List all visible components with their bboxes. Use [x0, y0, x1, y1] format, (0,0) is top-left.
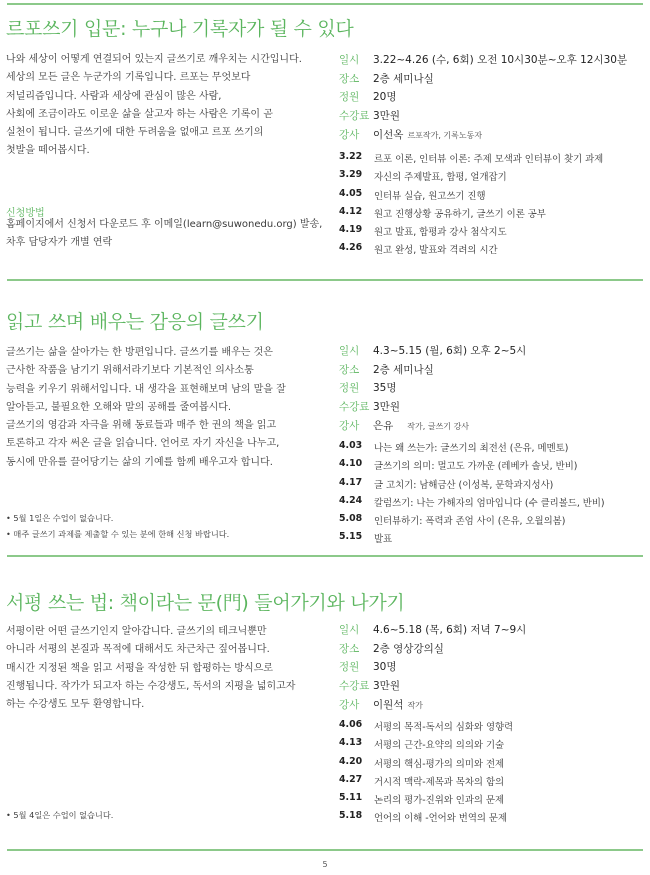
schedule-topic: 서평의 핵심-평가의 의미와 전제	[374, 758, 505, 770]
schedule-topic: 르포 이론, 인터뷰 이론: 주제 모색과 인터뷰이 찾기 과제	[374, 154, 604, 165]
section-divider	[7, 555, 643, 557]
info-row-capacity	[339, 89, 639, 108]
description-line: 근사한 작품을 남기기 위해서라기보다 기본적인 의사소통	[6, 365, 254, 377]
info-value: 2층 영상강의실	[373, 642, 444, 655]
info-row-instructor	[339, 127, 639, 146]
schedule-topic: 글쓰기의 의미: 멀고도 가까운 (레베카 솔닛, 반비)	[374, 461, 578, 473]
info-label: 장소	[339, 72, 360, 85]
schedule-row	[339, 756, 639, 774]
info-value: 35명	[373, 382, 397, 395]
apply-line: 차후 담당자가 개별 연락	[6, 237, 113, 248]
schedule-date: 5.18	[339, 810, 363, 822]
schedule-row	[339, 792, 639, 810]
schedule-date: 4.27	[339, 773, 363, 785]
course-notes	[6, 807, 113, 823]
description-line: 동시에 만유를 끌어당기는 삶의 기예를 함께 배우고자 합니다.	[6, 456, 273, 468]
info-row-fee	[339, 678, 639, 697]
description-line: 서평이란 어떤 글쓰기인지 알아갑니다. 글쓰기의 테크닉뿐만	[6, 626, 267, 637]
schedule-row	[339, 737, 639, 755]
note-line: • 5월 1일은 수업이 없습니다.	[6, 513, 114, 523]
schedule-row	[339, 206, 639, 224]
description-line: 세상의 모든 글은 누군가의 기록입니다. 르포는 무엇보다	[6, 72, 251, 84]
description-line: 진행됩니다. 작가가 되고자 하는 수강생도, 독서의 지평을 넓히고자	[6, 680, 296, 692]
info-label: 강사	[339, 419, 360, 432]
instructor-title: 작가, 글쓰기 강사	[407, 421, 470, 431]
info-row-place	[339, 641, 639, 660]
info-label: 정원	[339, 382, 360, 395]
info-row-fee	[339, 108, 639, 127]
schedule-row	[339, 719, 639, 737]
info-label: 강사	[339, 128, 360, 141]
info-value: 2층 세미나실	[373, 72, 434, 85]
section-divider	[7, 279, 643, 281]
description-line: 실천이 됩니다. 글쓰기에 대한 두려움을 없애고 르포 쓰기의	[6, 127, 264, 139]
info-value: 4.6~5.18 (목, 6회) 저녁 7~9시	[373, 624, 527, 636]
info-label: 일시	[339, 345, 360, 357]
course-schedule	[339, 719, 639, 829]
info-row-instructor	[339, 697, 639, 716]
schedule-date: 4.17	[339, 476, 363, 488]
section-title: 읽고 쓰며 배우는 감응의 글쓰기	[6, 311, 264, 333]
apply-method-label: 신청방법	[6, 208, 45, 219]
info-label: 장소	[339, 363, 360, 376]
instructor-title: 작가	[407, 700, 423, 710]
description-line: 아니라 서평의 본질과 목적에 대해서도 차근차근 짚어봅니다.	[6, 644, 270, 656]
description-line: 능력을 키우기 위해서입니다. 내 생각을 표현해보며 남의 말을 잘	[6, 383, 286, 395]
schedule-date: 4.03	[339, 440, 363, 451]
course-schedule	[339, 151, 639, 261]
schedule-row	[339, 531, 639, 549]
schedule-topic: 원고 진행상황 공유하기, 글쓰기 이론 공부	[374, 208, 546, 220]
description-line: 글쓰기의 영감과 자극을 위해 동료들과 매주 한 권의 책을 읽고	[6, 420, 277, 432]
instructor-title: 르포작가, 기록노동자	[407, 130, 483, 140]
info-value: 4.3~5.15 (월, 6회) 오후 2~5시	[373, 345, 527, 357]
schedule-date: 3.29	[339, 169, 363, 181]
course-schedule	[339, 440, 639, 550]
description-line: 첫발을 떼어봅시다.	[6, 145, 90, 157]
schedule-topic: 거시적 맥락-제목과 목차의 함의	[374, 776, 505, 788]
schedule-topic: 인터뷰 실습, 원고쓰기 진행	[374, 190, 486, 202]
course-description	[6, 623, 324, 714]
schedule-row	[339, 495, 639, 513]
info-row-capacity	[339, 659, 639, 678]
description-line: 저널리즘입니다. 사람과 세상에 관심이 많은 사람,	[6, 90, 222, 102]
section-title: 서평 쓰는 법: 책이라는 문(門) 들어가기와 나가기	[6, 592, 405, 614]
description-line: 하는 수강생도 모두 환영합니다.	[6, 699, 145, 711]
note-line: • 5월 4일은 수업이 없습니다.	[6, 810, 114, 820]
schedule-row	[339, 151, 639, 169]
info-value: 이원석 작가	[373, 698, 423, 711]
schedule-topic: 언어의 이해 -언어와 번역의 문제	[374, 813, 508, 825]
info-value: 3만원	[373, 110, 400, 123]
info-value: 3만원	[373, 401, 400, 414]
info-row-date	[339, 343, 639, 362]
note-line: • 매주 글쓰기 과제를 제출할 수 있는 분에 한해 신청 바랍니다.	[6, 529, 230, 539]
section-title: 르포쓰기 입문: 누구나 기록자가 될 수 있다	[6, 18, 354, 40]
info-label: 일시	[339, 54, 360, 66]
course-description	[6, 51, 324, 161]
schedule-date: 5.15	[339, 531, 363, 543]
page-number: 5	[322, 860, 328, 869]
description-line: 나와 세상이 어떻게 연결되어 있는지 글쓰기로 깨우치는 시간입니다.	[6, 54, 302, 65]
schedule-row	[339, 440, 639, 458]
schedule-date: 4.26	[339, 242, 363, 254]
schedule-topic: 논리의 평가-진위와 인과의 문제	[374, 795, 505, 807]
schedule-row	[339, 477, 639, 495]
info-row-date	[339, 622, 639, 641]
info-label: 장소	[339, 642, 360, 655]
info-value: 3만원	[373, 680, 400, 693]
schedule-topic: 인터뷰하기: 폭력과 존엄 사이 (은유, 오월의봄)	[374, 516, 566, 528]
bottom-rule	[7, 849, 643, 851]
schedule-date: 5.11	[339, 792, 363, 804]
info-row-fee	[339, 399, 639, 418]
schedule-date: 4.12	[339, 205, 363, 217]
description-line: 토론하고 각자 써온 글을 읽습니다. 언어로 자기 자신을 나누고,	[6, 438, 280, 450]
schedule-row	[339, 242, 639, 260]
schedule-topic: 원고 발표, 합평과 강사 첨삭지도	[374, 227, 507, 239]
course-info	[339, 52, 639, 145]
schedule-topic: 나는 왜 쓰는가: 글쓰기의 최전선 (은유, 메멘토)	[374, 443, 569, 454]
schedule-date: 4.20	[339, 755, 363, 767]
apply-method-text	[6, 216, 326, 252]
schedule-date: 4.06	[339, 719, 363, 730]
course-description	[6, 344, 324, 472]
schedule-row	[339, 774, 639, 792]
schedule-topic: 글 고치기: 남해금산 (이성복, 문학과지성사)	[374, 479, 554, 491]
info-label: 수강료	[339, 110, 370, 123]
schedule-row	[339, 810, 639, 828]
schedule-date: 3.22	[339, 151, 363, 162]
info-label: 수강료	[339, 680, 370, 693]
description-line: 글쓰기는 삶을 살아가는 한 방편입니다. 글쓰기를 배우는 것은	[6, 347, 273, 358]
schedule-date: 4.24	[339, 494, 363, 506]
schedule-date: 4.10	[339, 458, 363, 470]
schedule-topic: 서평의 근간-요약의 의의와 기술	[374, 740, 505, 752]
description-line: 매시간 지정된 책을 읽고 서평을 작성한 뒤 합평하는 방식으로	[6, 662, 273, 674]
course-info	[339, 343, 639, 436]
info-row-instructor	[339, 418, 639, 437]
info-value: 이선옥 르포작가, 기록노동자	[373, 128, 483, 141]
info-label: 일시	[339, 624, 360, 636]
schedule-topic: 칼럼쓰기: 나는 가해자의 엄마입니다 (수 클리볼드, 반비)	[374, 497, 605, 509]
schedule-date: 5.08	[339, 513, 363, 525]
schedule-topic: 서평의 목적-독서의 심화와 영향력	[374, 722, 514, 733]
info-label: 강사	[339, 698, 360, 711]
info-value: 은유 작가, 글쓰기 강사	[373, 419, 470, 432]
info-row-capacity	[339, 380, 639, 399]
schedule-date: 4.13	[339, 737, 363, 749]
description-line: 알아듣고, 불필요한 오해와 말의 공해를 줄여봅시다.	[6, 401, 232, 413]
schedule-row	[339, 224, 639, 242]
info-value: 20명	[373, 91, 397, 104]
info-row-place	[339, 71, 639, 90]
info-label: 정원	[339, 661, 360, 674]
info-value: 3.22~4.26 (수, 6회) 오전 10시30분~오후 12시30분	[373, 54, 628, 66]
schedule-row	[339, 188, 639, 206]
info-value: 30명	[373, 661, 397, 674]
info-label: 수강료	[339, 401, 370, 414]
schedule-row	[339, 513, 639, 531]
schedule-date: 4.05	[339, 187, 363, 199]
info-row-date	[339, 52, 639, 71]
info-value: 2층 세미나실	[373, 363, 434, 376]
schedule-date: 4.19	[339, 224, 363, 236]
schedule-topic: 자신의 주제발표, 합평, 얼개잡기	[374, 172, 507, 184]
schedule-topic: 발표	[374, 534, 393, 546]
apply-line: 홈페이지에서 신청서 다운로드 후 이메일(learn@suwonedu.org) 발송,	[6, 219, 323, 230]
schedule-row	[339, 169, 639, 187]
info-label: 정원	[339, 91, 360, 104]
top-rule	[7, 3, 643, 5]
schedule-row	[339, 458, 639, 476]
schedule-topic: 원고 완성, 발표와 격려의 시간	[374, 245, 498, 257]
info-row-place	[339, 362, 639, 381]
description-line: 사회에 조금이라도 이로운 삶을 살고자 하는 사람은 기록이 곧	[6, 108, 273, 120]
course-info	[339, 622, 639, 715]
course-notes	[6, 510, 229, 542]
